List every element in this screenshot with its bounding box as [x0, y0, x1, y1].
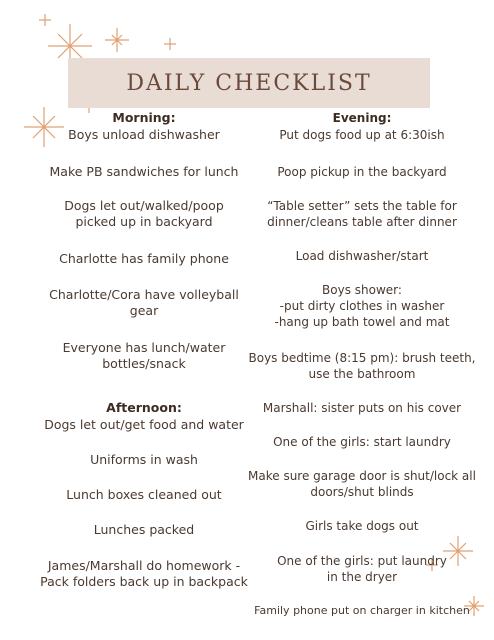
title-banner [68, 58, 430, 108]
list-item: Girls take dogs out [305, 519, 419, 533]
list-item: James/Marshall do homework - Pack folders back up in backpack [40, 558, 248, 589]
list-item: Uniforms in wash [90, 452, 198, 467]
sparkle-icon [39, 14, 51, 26]
afternoon-heading: Afternoon: [106, 400, 182, 415]
list-item: Charlotte has family phone [59, 251, 229, 266]
sparkle-icon [164, 38, 176, 50]
list-item: Boys shower: -put dirty clothes in washer -hang up bath towel and mat [274, 283, 450, 329]
list-item: Make PB sandwiches for lunch [49, 164, 239, 179]
list-item: Lunches packed [93, 522, 195, 537]
sparkle-icon [105, 28, 129, 52]
list-item: Dogs let out/get food and water [44, 417, 244, 432]
list-item: Make sure garage door is shut/lock all doors/shut blinds [248, 469, 476, 499]
list-item: Boys bedtime (8:15 pm): brush teeth, use the bathroom [248, 351, 476, 381]
evening-column [246, 110, 478, 630]
list-item: One of the girls: put laundry in the dryer [277, 554, 447, 584]
evening-heading: Evening: [332, 111, 392, 125]
list-item: Boys unload dishwasher [68, 127, 220, 142]
list-item: Marshall: sister puts on his cover [262, 401, 462, 415]
list-item: Load dishwasher/start [295, 249, 429, 263]
list-item: One of the girls: start laundry [273, 435, 451, 449]
list-item: Poop pickup in the backyard [277, 165, 447, 179]
list-item: Lunch boxes cleaned out [66, 487, 222, 502]
morning-afternoon-column [30, 110, 258, 610]
list-item: Family phone put on charger in kitchen [254, 604, 470, 617]
list-item: Dogs let out/walked/poop picked up in backyard [64, 198, 224, 229]
page-title: DAILY CHECKLIST [126, 71, 372, 96]
list-item: Put dogs food up at 6:30ish [279, 128, 445, 142]
list-item: “Table setter” sets the table for dinner/cleans table after dinner [267, 199, 457, 229]
list-item: Everyone has lunch/water bottles/snack [62, 340, 226, 371]
morning-heading: Morning: [112, 110, 176, 125]
list-item: Charlotte/Cora have volleyball gear [49, 287, 239, 318]
